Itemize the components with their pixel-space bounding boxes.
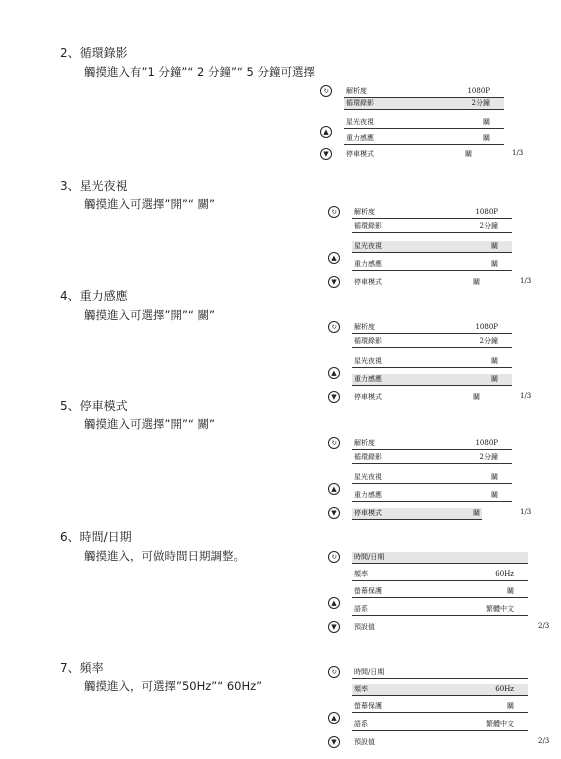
section-desc-frequency: 觸摸進入，可選擇”50Hz”“ 60Hz”	[84, 679, 263, 693]
menu-row[interactable]	[352, 472, 512, 484]
menu-row-value: 2分鐘	[471, 99, 490, 107]
menu-row[interactable]	[352, 277, 482, 288]
settings-menu-screenshot	[328, 207, 540, 299]
menu-row-label: 語系	[354, 720, 368, 728]
menu-row-label: 解析度	[354, 323, 375, 331]
menu-row[interactable]	[352, 701, 528, 713]
chevron-up-icon[interactable]: ▲	[328, 712, 340, 724]
menu-row-value: 1080P	[475, 439, 498, 447]
chevron-up-icon[interactable]: ▲	[328, 367, 340, 379]
menu-row[interactable]	[352, 452, 512, 464]
menu-row-value: 繁體中文	[486, 720, 514, 728]
menu-row-label: 語系	[354, 605, 368, 613]
menu-row-value: 2分鐘	[479, 337, 498, 345]
menu-row[interactable]	[352, 336, 512, 348]
menu-row[interactable]	[352, 490, 512, 502]
chevron-down-icon[interactable]: ▼	[328, 621, 340, 633]
menu-row[interactable]	[352, 508, 482, 520]
menu-row-label: 解析度	[354, 208, 375, 216]
menu-row-label: 循環錄影	[354, 222, 382, 230]
page-indicator: 1/3	[520, 277, 532, 285]
menu-row[interactable]	[352, 667, 528, 679]
settings-menu-screenshot	[328, 438, 540, 530]
menu-row-value: 關	[491, 357, 498, 365]
menu-row-label: 停車模式	[346, 150, 374, 158]
menu-row-value: 1080P	[467, 87, 490, 95]
menu-row-label: 時間/日期	[354, 668, 385, 676]
chevron-up-icon[interactable]: ▲	[328, 597, 340, 609]
menu-row-value: 關	[465, 150, 472, 158]
menu-row[interactable]	[352, 356, 512, 368]
menu-row-label: 頻率	[354, 570, 368, 578]
menu-row-value: 關	[507, 702, 514, 710]
menu-row-label: 星光夜視	[354, 473, 382, 481]
menu-row[interactable]	[352, 322, 512, 334]
menu-row-value: 關	[491, 375, 498, 383]
section-title-parking: 5、停車模式	[60, 399, 128, 413]
section-desc-night: 觸摸進入可選擇”開”“ 關”	[84, 197, 215, 211]
menu-row-value: 關	[491, 491, 498, 499]
menu-row[interactable]	[352, 719, 528, 731]
menu-row-value: 2分鐘	[479, 222, 498, 230]
chevron-up-icon[interactable]: ▲	[328, 483, 340, 495]
section-title-frequency: 7、頻率	[60, 661, 104, 675]
page-indicator: 1/3	[520, 392, 532, 400]
menu-row-label: 預設值	[354, 738, 375, 746]
section-title-night: 3、星光夜視	[60, 179, 128, 193]
section-desc-loop: 觸摸進入有”1 分鐘”“ 2 分鐘”“ 5 分鐘可選擇	[84, 65, 316, 79]
menu-row[interactable]	[352, 207, 512, 219]
menu-row-label: 重力感應	[354, 260, 382, 268]
menu-row[interactable]	[344, 149, 474, 160]
chevron-down-icon[interactable]: ▼	[328, 736, 340, 748]
section-desc-parking: 觸摸進入可選擇”開”“ 關”	[84, 417, 215, 431]
menu-row-value: 60Hz	[495, 685, 514, 693]
chevron-down-icon[interactable]: ▼	[320, 148, 332, 160]
settings-menu-screenshot	[328, 667, 550, 759]
menu-row-label: 解析度	[346, 87, 367, 95]
menu-row-value: 2分鐘	[479, 453, 498, 461]
chevron-down-icon[interactable]: ▼	[328, 391, 340, 403]
back-arrow-icon[interactable]: ↻	[328, 321, 340, 333]
menu-row-label: 星光夜視	[346, 118, 374, 126]
chevron-down-icon[interactable]: ▼	[328, 507, 340, 519]
back-arrow-icon[interactable]: ↻	[328, 437, 340, 449]
menu-row-value: 關	[483, 118, 490, 126]
menu-row[interactable]	[352, 241, 512, 253]
menu-row-label: 解析度	[354, 439, 375, 447]
chevron-down-icon[interactable]: ▼	[328, 276, 340, 288]
page-indicator: 2/3	[538, 622, 550, 630]
menu-row[interactable]	[344, 86, 504, 98]
menu-row[interactable]	[352, 569, 528, 581]
menu-row-label: 螢幕保護	[354, 587, 382, 595]
menu-row-label: 循環錄影	[354, 453, 382, 461]
settings-menu-screenshot	[320, 86, 532, 178]
menu-row[interactable]	[352, 552, 528, 564]
menu-row-label: 時間/日期	[354, 553, 385, 561]
menu-row[interactable]	[352, 438, 512, 450]
menu-row[interactable]	[352, 374, 512, 386]
menu-row[interactable]	[352, 684, 528, 696]
menu-row-label: 星光夜視	[354, 242, 382, 250]
menu-row[interactable]	[352, 586, 528, 598]
menu-row-label: 停車模式	[354, 509, 382, 517]
back-arrow-icon[interactable]: ↻	[328, 666, 340, 678]
page-indicator: 1/3	[520, 508, 532, 516]
menu-row-label: 頻率	[354, 685, 368, 693]
menu-row[interactable]	[352, 737, 498, 748]
menu-row-value: 關	[473, 509, 480, 517]
menu-row-label: 停車模式	[354, 393, 382, 401]
menu-row[interactable]	[344, 117, 504, 129]
page-indicator: 2/3	[538, 737, 550, 745]
section-desc-gsensor: 觸摸進入可選擇”開”“ 關”	[84, 308, 215, 322]
menu-row-label: 重力感應	[354, 375, 382, 383]
menu-row-value: 關	[491, 473, 498, 481]
menu-row-label: 循環錄影	[346, 99, 374, 107]
menu-row-value: 關	[507, 587, 514, 595]
back-arrow-icon[interactable]: ↻	[328, 551, 340, 563]
menu-row-label: 星光夜視	[354, 357, 382, 365]
menu-row-value: 關	[491, 260, 498, 268]
menu-row-label: 停車模式	[354, 278, 382, 286]
menu-row-label: 重力感應	[354, 491, 382, 499]
menu-row[interactable]	[352, 622, 498, 633]
chevron-up-icon[interactable]: ▲	[320, 126, 332, 138]
menu-row-value: 繁體中文	[486, 605, 514, 613]
menu-row-label: 循環錄影	[354, 337, 382, 345]
menu-row[interactable]	[352, 392, 482, 403]
menu-row[interactable]	[352, 604, 528, 616]
menu-row[interactable]	[352, 221, 512, 233]
menu-row-value: 1080P	[475, 208, 498, 216]
back-arrow-icon[interactable]: ↻	[328, 206, 340, 218]
menu-row-value: 1080P	[475, 323, 498, 331]
menu-row-value: 關	[491, 242, 498, 250]
menu-row-label: 預設值	[354, 623, 375, 631]
section-title-loop: 2、循環錄影	[60, 46, 128, 60]
menu-row-value: 60Hz	[495, 570, 514, 578]
menu-row[interactable]	[344, 133, 504, 145]
menu-row[interactable]	[344, 98, 504, 110]
menu-row-label: 重力感應	[346, 134, 374, 142]
menu-row-value: 關	[473, 278, 480, 286]
section-desc-datetime: 觸摸進入，可做時間日期調整。	[84, 549, 245, 563]
menu-row[interactable]	[352, 259, 512, 271]
settings-menu-screenshot	[328, 552, 550, 644]
section-title-gsensor: 4、重力感應	[60, 289, 128, 303]
menu-row-value: 關	[483, 134, 490, 142]
menu-row-value: 關	[473, 393, 480, 401]
settings-menu-screenshot	[328, 322, 540, 414]
back-arrow-icon[interactable]: ↻	[320, 85, 332, 97]
page-indicator: 1/3	[512, 149, 524, 157]
menu-row-label: 螢幕保護	[354, 702, 382, 710]
chevron-up-icon[interactable]: ▲	[328, 252, 340, 264]
section-title-datetime: 6、時間/日期	[60, 530, 132, 544]
